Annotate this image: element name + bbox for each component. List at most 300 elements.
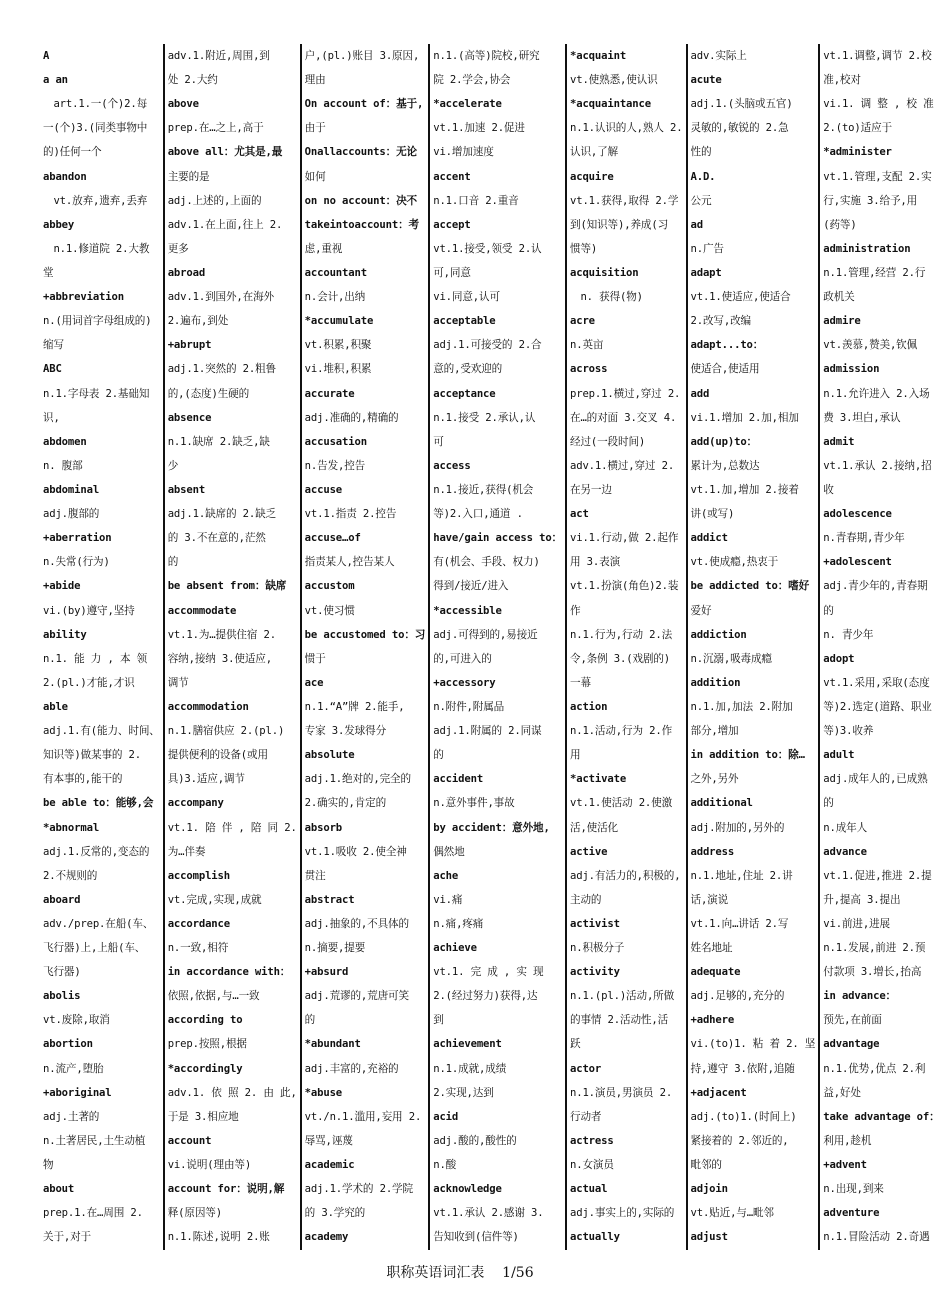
entry-headword: admit [823, 435, 855, 448]
entry-definition-line: adv./prep.在船(车、 [43, 917, 154, 930]
entry-definition-line: 爱好 [690, 604, 712, 617]
entry-definition-line: 有(机会、手段、权力) [433, 556, 540, 569]
entry-headword: accusation [304, 435, 367, 448]
entry-definition-line: 于是 3.相应地 [167, 1110, 239, 1123]
entry-definition-line: adj.1.可接受的 2.合 [433, 339, 542, 352]
entry-headword: actress [570, 1134, 614, 1147]
entry-headword: add [690, 387, 710, 400]
entry-definition-line: 等)2.入口,通道 . [433, 508, 523, 521]
entry-definition-line: 2.改写,改编 [690, 315, 751, 328]
entry-headword: absorb [304, 821, 343, 834]
entry-headword: achievement [433, 1038, 502, 1051]
entry-definition-line: adv.1.到国外,在海外 [167, 291, 274, 304]
entry-definition-line: 院 2.学会,协会 [433, 74, 511, 87]
entry-headword: acquisition [570, 266, 639, 279]
entry-definition-line: 等)2.选定(道路、职业 [823, 700, 932, 713]
entry-definition-line: vt.使熟悉,使认识 [570, 74, 658, 87]
entry-definition-line: vt.废除,取消 [43, 1014, 110, 1027]
entry-definition-line: n.意外事件,事故 [433, 797, 515, 810]
entry-definition-line: vt.1.承认 2.感谢 3. [433, 1207, 544, 1220]
entry-definition-line: n.积极分子 [570, 942, 625, 955]
entry-definition-line: vi.堆积,积累 [304, 363, 372, 376]
entry-definition-line: 认识,了解 [570, 146, 619, 159]
column-3 [300, 44, 429, 1250]
entry-definition-line: 跃 [570, 1038, 581, 1051]
entry-definition-line: 的 3.不在意的,茫然 [167, 532, 266, 545]
entry-definition-line: n.1.行为,行动 2.法 [570, 628, 673, 641]
entry-headword: +abrupt [167, 339, 212, 352]
entry-definition-line: n.失常(行为) [43, 556, 110, 569]
vocabulary-columns [40, 44, 940, 1250]
entry-headword: ache [433, 869, 459, 882]
entry-definition-line: adj.1.突然的 2.粗鲁 [167, 363, 276, 376]
entry-headword: +abide [43, 580, 81, 593]
entry-headword: a an [43, 74, 68, 87]
entry-headword: achieve [433, 942, 477, 955]
entry-definition-line: 辱骂,诬蔑 [304, 1134, 353, 1147]
entry-definition-line: 用 3.表演 [570, 556, 621, 569]
entry-definition-line: 可 [433, 435, 444, 448]
entry-definition-line: vi.说明(理由等) [167, 1159, 252, 1172]
entry-headword: be accustomed to：习 [304, 628, 426, 641]
entry-definition-line: n.1.地址,住址 2.讲 [690, 869, 793, 882]
entry-headword: administration [823, 242, 911, 255]
entry-definition-line: 2.(pl.)才能,才识 [43, 676, 135, 689]
entry-definition-line: vi.前进,进展 [823, 917, 890, 930]
entry-headword: access [433, 459, 471, 472]
entry-definition-line: n.青春期,青少年 [823, 532, 905, 545]
entry-definition-line: 活,使活化 [570, 821, 619, 834]
entry-headword: above all：尤其是,最 [167, 146, 283, 159]
entry-definition-line: n.1.接受 2.承认,认 [433, 411, 536, 424]
entry-definition-line: n.1.认识的人,熟人 2. [570, 122, 683, 135]
column-6 [686, 44, 819, 1250]
entry-definition-line: adj.青少年的,青春期 [823, 580, 928, 593]
entry-headword: account for：说明,解 [167, 1183, 285, 1196]
entry-definition-line: vi.1.行动,做 2.起作 [570, 532, 679, 545]
entry-headword: ace [304, 676, 324, 689]
entry-headword: +aberration [43, 532, 112, 545]
entry-definition-line: vt.1.使适应,使适合 [690, 291, 791, 304]
entry-definition-line: 的 [433, 749, 444, 762]
entry-definition-line: vt.1.为…提供住宿 2. [167, 628, 276, 641]
entry-definition-line: adj.上述的,上面的 [167, 194, 262, 207]
entry-definition-line: n.酸 [433, 1159, 457, 1172]
entry-definition-line: vt.1.获得,取得 2.学 [570, 194, 679, 207]
entry-definition-line: 调节 [167, 676, 189, 689]
entry-headword: aboard [43, 893, 81, 906]
entry-definition-line: n.土著居民,土生动植 [43, 1134, 146, 1147]
entry-definition-line: 更多 [167, 242, 189, 255]
entry-definition-line: 话,演说 [690, 893, 729, 906]
entry-headword: action [570, 700, 608, 713]
entry-headword: be able to：能够,会 [43, 797, 154, 810]
entry-definition-line: n.痛,疼痛 [433, 917, 484, 930]
entry-headword: acquire [570, 170, 614, 183]
entry-definition-line: adv.1. 依 照 2. 由 此, [167, 1086, 297, 1099]
entry-definition-line: adj.腹部的 [43, 508, 100, 521]
entry-definition-line: vt.1.加速 2.促进 [433, 122, 525, 135]
entry-definition-line: n.1.管理,经营 2.行 [823, 266, 926, 279]
entry-definition-line: vi.同意,认可 [433, 291, 500, 304]
entry-definition-line: 到(知识等),养成(习 [570, 218, 669, 231]
entry-headword: +absurd [304, 966, 349, 979]
entry-definition-line: 得到/接近/进入 [433, 580, 509, 593]
entry-headword: be addicted to：嗜好 [690, 580, 810, 593]
entry-headword: acknowledge [433, 1183, 502, 1196]
entry-definition-line: 公元 [690, 194, 712, 207]
column-5 [565, 44, 686, 1250]
entry-definition-line: 的,可进入的 [433, 652, 492, 665]
entry-definition-line: 指责某人,控告某人 [304, 556, 395, 569]
entry-definition-line: 一幕 [570, 676, 591, 689]
entry-definition-line: 主要的是 [167, 170, 210, 183]
entry-headword: academic [304, 1159, 355, 1172]
entry-definition-line: 知识等)做某事的 2. [43, 749, 142, 762]
entry-definition-line: 经过(一段时间) [570, 435, 646, 448]
entry-definition-line: vt.1.指责 2.控告 [304, 508, 397, 521]
entry-definition-line: vt.1.管理,支配 2.实 [823, 170, 932, 183]
entry-definition-line: 付款项 3.增长,抬高 [823, 966, 922, 979]
column-7 [818, 44, 942, 1250]
entry-headword: across [570, 363, 608, 376]
entry-definition-line: prep.1.横过,穿过 2. [570, 387, 681, 400]
entry-headword: *activate [570, 773, 627, 786]
entry-headword: adopt [823, 652, 855, 665]
entry-definition-line: 由于 [304, 122, 326, 135]
entry-definition-line: 贯注 [304, 869, 326, 882]
entry-definition-line: vi.增加速度 [433, 146, 494, 159]
entry-headword: accomplish [167, 869, 230, 882]
entry-headword: accuse [304, 483, 343, 496]
entry-definition-line: 的 3.学究的 [304, 1207, 366, 1220]
entry-definition-line: 的 [304, 1014, 316, 1027]
column-1 [40, 44, 163, 1250]
entry-definition-line: 之外,另外 [690, 773, 739, 786]
entry-headword: *accelerate [433, 98, 502, 111]
entry-definition-line: n.(用词首字母组成的) [43, 315, 152, 328]
entry-definition-line: vi.(by)遵守,坚持 [43, 604, 135, 617]
entry-definition-line: 在…的对面 3.交叉 4. [570, 411, 677, 424]
entry-definition-line: 累计为,总数达 [690, 459, 760, 472]
entry-headword: accommodate [167, 604, 237, 617]
entry-definition-line: vt.1. 完 成 , 实 现 [433, 966, 544, 979]
entry-headword: addict [690, 532, 728, 545]
entry-definition-line: vt.1.加,增加 2.接着 [690, 483, 799, 496]
entry-headword: acute [690, 74, 722, 87]
entry-headword: admire [823, 315, 861, 328]
entry-definition-line: 可,同意 [433, 266, 471, 279]
entry-headword: admission [823, 363, 880, 376]
entry-definition-line: n.1.膳宿供应 2.(pl.) [167, 725, 285, 738]
footer-page-number: 1/56 [502, 1265, 534, 1281]
entry-definition-line: 升,提高 3.提出 [823, 893, 901, 906]
entry-headword: have/gain access to： [433, 532, 562, 545]
column-4 [428, 44, 565, 1250]
entry-definition-line: vt.积累,积聚 [304, 339, 372, 352]
entry-definition-line: 用 [570, 749, 581, 762]
entry-definition-line: adj.抽象的,不具体的 [304, 917, 409, 930]
entry-definition-line: 到 [433, 1014, 444, 1027]
entry-headword: abandon [43, 170, 87, 183]
entry-definition-line: adv.1.附近,周围,到 [167, 50, 270, 62]
entry-headword: Onallaccounts：无论 [304, 146, 417, 159]
entry-definition-line: n.摘要,提要 [304, 942, 366, 955]
entry-definition-line: n.1.口音 2.重音 [433, 194, 519, 207]
entry-headword: activity [570, 966, 620, 979]
entry-definition-line: 2.确实的,肯定的 [304, 797, 387, 810]
entry-definition-line: 户,(pl.)账目 3.原因, [304, 50, 420, 62]
entry-definition-line: n.1.接近,获得(机会 [433, 483, 534, 496]
entry-definition-line: 等)3.收养 [823, 725, 874, 738]
entry-definition-line: n.女演员 [570, 1159, 614, 1172]
entry-headword: on no account：决不 [304, 194, 417, 207]
entry-definition-line: 有本事的,能干的 [43, 773, 123, 786]
entry-headword: accountant [304, 266, 367, 279]
entry-headword: add(up)to： [690, 435, 757, 448]
entry-definition-line: n.1.缺席 2.缺乏,缺 [167, 435, 270, 448]
entry-definition-line: 惯于 [304, 652, 326, 665]
entry-headword: takeintoaccount：考 [304, 218, 419, 231]
entry-definition-line: 提供便利的设备(或用 [167, 749, 268, 762]
entry-definition-line: 讲(或写) [690, 508, 735, 521]
entry-definition-line: 性的 [690, 146, 712, 159]
entry-headword: in accordance with： [167, 966, 291, 979]
entry-headword: *accordingly [167, 1062, 243, 1075]
entry-definition-line: 主动的 [570, 893, 602, 906]
entry-definition-line: n.1.活动,行为 2.作 [570, 725, 673, 738]
entry-definition-line: adj.有活力的,积极的, [570, 869, 681, 882]
entry-definition-line: vt.1.调整,调节 2.校 [823, 50, 932, 62]
entry-definition-line: 令,条例 3.(戏剧的) [570, 652, 671, 665]
entry-definition-line: vt.完成,实现,成就 [167, 893, 262, 906]
entry-definition-line: vt.1.扮演(角色)2.装 [570, 580, 679, 593]
entry-definition-line: 费 3.坦白,承认 [823, 411, 901, 424]
entry-definition-line: 利用,趁机 [823, 1134, 872, 1147]
entry-headword: actual [570, 1183, 608, 1196]
entry-definition-line: 飞行器) [43, 966, 81, 979]
entry-definition-line: n.1.演员,男演员 2. [570, 1086, 673, 1099]
entry-definition-line: prep.1.在…周围 2. [43, 1207, 143, 1220]
entry-definition-line: 依照,依据,与…一致 [167, 990, 260, 1003]
entry-definition-line: 2.遍布,到处 [167, 315, 229, 328]
entry-definition-line: 使适合,使适用 [690, 363, 760, 376]
entry-definition-line: (药等) [823, 218, 857, 231]
entry-definition-line: vt.放弃,遗弃,丢弃 [43, 194, 148, 207]
entry-definition-line: 在另一边 [570, 483, 612, 496]
entry-definition-line: vi.(to)1. 粘 着 2. 坚 [690, 1038, 816, 1051]
entry-definition-line: 2.(to)适应于 [823, 122, 892, 135]
entry-headword: according to [167, 1014, 243, 1027]
entry-definition-line: adj.可得到的,易接近 [433, 628, 538, 641]
entry-definition-line: adj.附加的,另外的 [690, 821, 785, 834]
entry-headword: accent [433, 170, 471, 183]
entry-definition-line: 飞行器)上,上船(车、 [43, 942, 146, 955]
entry-headword: academy [304, 1231, 349, 1244]
entry-definition-line: 的 [823, 604, 834, 617]
entry-headword: accuse…of [304, 532, 361, 545]
entry-definition-line: 2.不规则的 [43, 869, 98, 882]
entry-definition-line: adj.1.有(能力、时间、 [43, 725, 160, 738]
entry-headword: abstract [304, 893, 355, 906]
entry-headword: active [570, 845, 608, 858]
entry-definition-line: 识, [43, 411, 60, 424]
entry-headword: accordance [167, 917, 230, 930]
entry-definition-line: 行,实施 3.给予,用 [823, 194, 918, 207]
entry-definition-line: 为…伴奏 [167, 845, 206, 858]
entry-definition-line: n.1.允许进入 2.入场 [823, 387, 930, 400]
entry-headword: *administer [823, 146, 892, 159]
entry-definition-line: 部分,增加 [690, 725, 739, 738]
entry-headword: acceptance [433, 387, 496, 400]
entry-headword: +adhere [690, 1014, 735, 1027]
entry-definition-line: n.英亩 [570, 339, 604, 352]
entry-definition-line: 益,好处 [823, 1086, 861, 1099]
entry-definition-line: 2.实现,达到 [433, 1086, 494, 1099]
entry-definition-line: adj.丰富的,充裕的 [304, 1062, 399, 1075]
entry-headword: +abbreviation [43, 291, 124, 304]
column-2 [163, 44, 300, 1250]
entry-headword: +adolescent [823, 556, 892, 569]
entry-definition-line: 具)3.适应,调节 [167, 773, 245, 786]
entry-definition-line: 持,遵守 3.依附,追随 [690, 1062, 795, 1075]
entry-definition-line: vi.痛 [433, 893, 463, 906]
entry-definition-line: n.1.“A”牌 2.能手, [304, 700, 405, 713]
entry-headword: act [570, 508, 589, 521]
entry-definition-line: adj.酸的,酸性的 [433, 1134, 517, 1147]
entry-definition-line: vt.使成瘾,热衷于 [690, 556, 779, 569]
entry-definition-line: 作 [570, 604, 581, 617]
entry-headword: actually [570, 1231, 620, 1244]
entry-definition-line: 的 [167, 556, 179, 569]
entry-definition-line: vt.1.向…讲话 2.写 [690, 917, 789, 930]
entry-definition-line: vt.使习惯 [304, 604, 355, 617]
entry-definition-line: 缩写 [43, 339, 64, 352]
entry-headword: +accessory [433, 676, 496, 689]
entry-definition-line: vt.1.采用,采取(态度 [823, 676, 930, 689]
entry-definition-line: vt./n.1.滥用,妄用 2. [304, 1110, 422, 1123]
entry-definition-line: 意的,受欢迎的 [433, 363, 503, 376]
entry-headword: adequate [690, 966, 741, 979]
entry-headword: A.D. [690, 170, 716, 183]
entry-headword: acceptable [433, 315, 496, 328]
entry-headword: account [167, 1134, 212, 1147]
entry-headword: accompany [167, 797, 224, 810]
entry-definition-line: vt.1. 陪 伴 , 陪 同 2. [167, 821, 297, 834]
entry-headword: ABC [43, 363, 62, 376]
entry-headword: On account of：基于, [304, 98, 424, 111]
entry-definition-line: 的 [823, 797, 834, 810]
entry-headword: advantage [823, 1038, 880, 1051]
entry-headword: absent [167, 483, 206, 496]
entry-definition-line: art.1.一(个)2.每 [43, 98, 148, 111]
entry-headword: accept [433, 218, 471, 231]
entry-definition-line: 偶然地 [433, 845, 465, 858]
entry-headword: above [167, 98, 199, 111]
entry-definition-line: adj.(to)1.(时间上) [690, 1110, 797, 1123]
entry-headword: ability [43, 628, 87, 641]
entry-definition-line: adj.1.学术的 2.学院 [304, 1183, 413, 1196]
entry-headword: *abundant [304, 1038, 361, 1051]
entry-definition-line: 毗邻的 [690, 1159, 722, 1172]
entry-definition-line: n.1.(高等)院校,研究 [433, 50, 540, 62]
entry-headword: acid [433, 1110, 459, 1123]
entry-definition-line: adv.实际上 [690, 50, 747, 62]
entry-definition-line: vt.1.接受,领受 2.认 [433, 242, 542, 255]
entry-definition-line: n.1.优势,优点 2.利 [823, 1062, 926, 1075]
entry-definition-line: vt.1.促进,推进 2.提 [823, 869, 932, 882]
entry-definition-line: adj.成年人的,已成熟 [823, 773, 928, 786]
entry-definition-line: prep.在…之上,高于 [167, 122, 264, 135]
entry-definition-line: 姓名地址 [690, 942, 733, 955]
entry-definition-line: adj.荒谬的,荒唐可笑 [304, 990, 409, 1003]
entry-headword: ad [690, 218, 703, 231]
entry-definition-line: adj.1.绝对的,完全的 [304, 773, 411, 786]
entry-definition-line: 少 [167, 459, 179, 472]
entry-headword: accident [433, 773, 484, 786]
entry-headword: +adjacent [690, 1086, 747, 1099]
entry-definition-line: vi.1.增加 2.加,相加 [690, 411, 799, 424]
entry-headword: about [43, 1183, 75, 1196]
entry-headword: be absent from：缺席 [167, 580, 287, 593]
entry-definition-line: 政机关 [823, 291, 855, 304]
entry-definition-line: 的,(态度)生硬的 [167, 387, 250, 400]
entry-headword: address [690, 845, 735, 858]
entry-definition-line: 如何 [304, 170, 326, 183]
entry-headword: adventure [823, 1207, 880, 1220]
entry-definition-line: n. 获得(物) [570, 291, 643, 304]
entry-definition-line: n.会计,出纳 [304, 291, 366, 304]
entry-definition-line: n.1.发展,前进 2.预 [823, 942, 926, 955]
entry-definition-line: 告知收到(信件等) [433, 1231, 519, 1244]
entry-definition-line: n.广告 [690, 242, 724, 255]
footer-title: 职称英语词汇表 [386, 1265, 485, 1281]
entry-definition-line: adj.1.反常的,变态的 [43, 845, 150, 858]
entry-definition-line: n. 腹部 [43, 459, 83, 472]
entry-headword: take advantage of： [823, 1110, 940, 1123]
entry-headword: abbey [43, 218, 75, 231]
entry-headword: abortion [43, 1038, 93, 1051]
entry-headword: +aboriginal [43, 1086, 112, 1099]
entry-definition-line: prep.按照,根据 [167, 1038, 247, 1051]
entry-definition-line: 收 [823, 483, 834, 496]
entry-definition-line: n. 青少年 [823, 628, 874, 641]
entry-definition-line: n.1.修道院 2.大教 [43, 242, 150, 255]
entry-definition-line: 处 2.大约 [167, 74, 218, 87]
entry-definition-line: 准,校对 [823, 74, 861, 87]
entry-definition-line: vt.羡慕,赞美,钦佩 [823, 339, 918, 352]
entry-headword: adolescence [823, 508, 892, 521]
entry-definition-line: 预先,在前面 [823, 1014, 882, 1027]
entry-definition-line: adv.1.在上面,往上 2. [167, 218, 283, 231]
entry-definition-line: 容纳,接纳 3.使适应, [167, 652, 272, 665]
entry-headword: adult [823, 749, 855, 762]
entry-headword: abdomen [43, 435, 87, 448]
entry-definition-line: 专家 3.发球得分 [304, 725, 387, 738]
entry-headword: actor [570, 1062, 602, 1075]
entry-headword: *accumulate [304, 315, 374, 328]
entry-definition-line: adj.足够的,充分的 [690, 990, 785, 1003]
entry-definition-line: n.1.(pl.)活动,所做 [570, 990, 675, 1003]
entry-headword: *accessible [433, 604, 502, 617]
entry-headword: absolute [304, 749, 355, 762]
entry-definition-line: n.附件,附属品 [433, 700, 505, 713]
entry-definition-line: 2.(经过努力)获得,达 [433, 990, 538, 1003]
entry-definition-line: adv.1.横过,穿过 2. [570, 459, 675, 472]
entry-headword: abdominal [43, 483, 100, 496]
entry-headword: *acquaintance [570, 98, 651, 111]
entry-definition-line: 关于,对于 [43, 1231, 92, 1244]
